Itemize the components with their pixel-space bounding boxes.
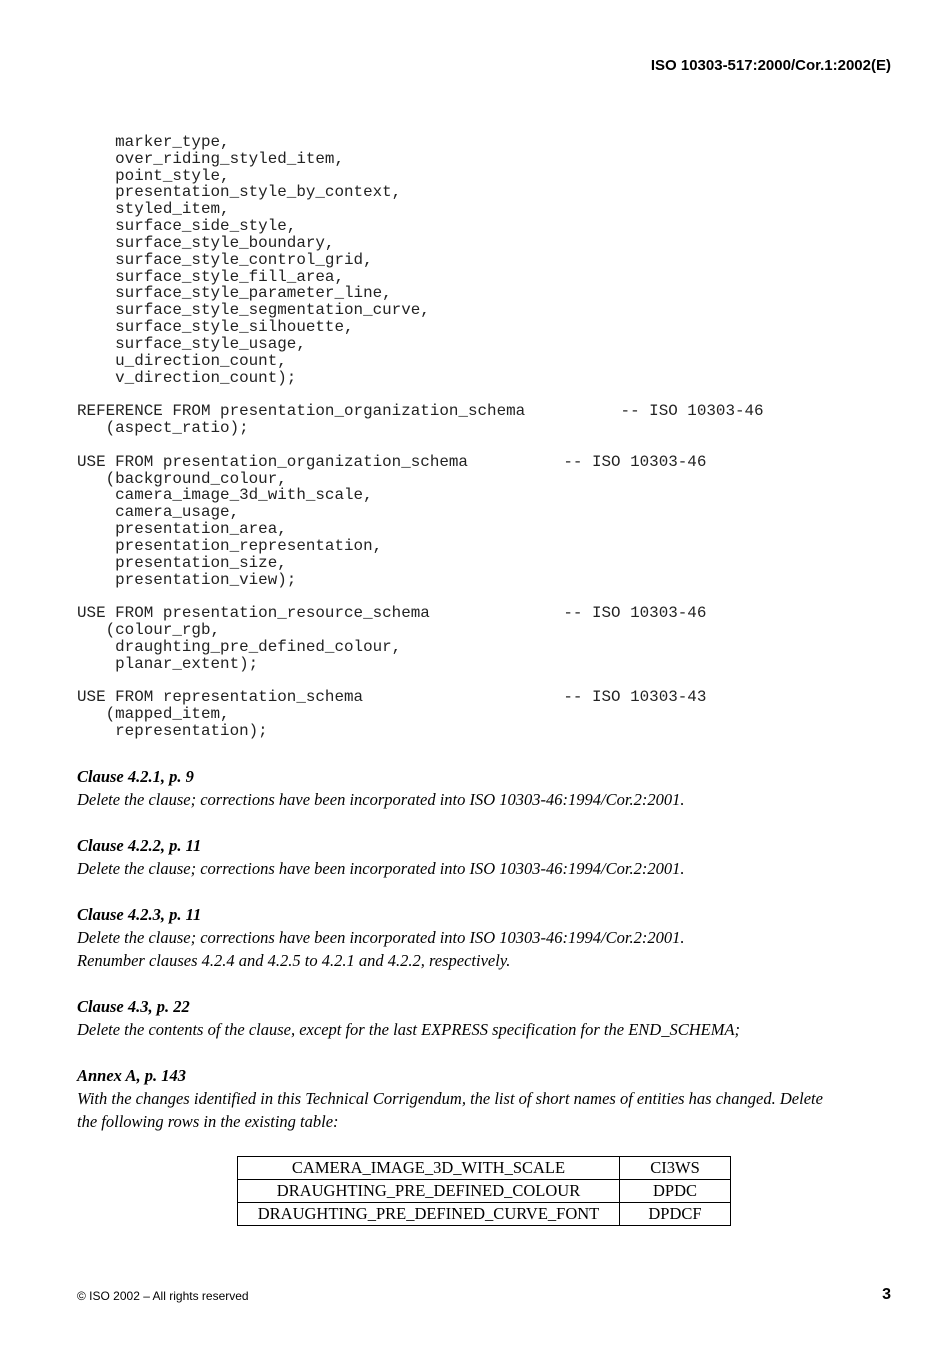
code-line	[77, 386, 764, 403]
code-line: (background_colour,	[77, 469, 287, 488]
clause-heading: Annex A, p. 143	[77, 1066, 186, 1085]
code-line: over_riding_styled_item,	[77, 149, 345, 168]
short-names-table	[237, 1156, 731, 1226]
code-line: presentation_view);	[77, 570, 297, 589]
code-line: surface_side_style,	[77, 217, 297, 236]
code-line: planar_extent);	[77, 654, 259, 673]
code-line: styled_item,	[77, 200, 230, 219]
entity-name-cell: CAMERA_IMAGE_3D_WITH_SCALE	[238, 1157, 620, 1180]
clause-heading: Clause 4.2.2, p. 11	[77, 836, 202, 855]
clause-text: Delete the clause; corrections have been incorporated into ISO 10303-46:1994/Cor.2:2001.	[77, 859, 685, 878]
code-line	[77, 673, 764, 690]
code-line: draughting_pre_defined_colour,	[77, 637, 402, 656]
clause-section	[77, 903, 897, 972]
code-line: presentation_size,	[77, 553, 287, 572]
clause-heading: Clause 4.2.1, p. 9	[77, 767, 194, 786]
clause-text: Delete the contents of the clause, except for the last EXPRESS specification for the END_SCHEMA;	[77, 1020, 741, 1039]
clause-text: the following rows in the existing table:	[77, 1112, 339, 1131]
clause-section	[77, 765, 897, 811]
code-line: presentation_style_by_context,	[77, 183, 402, 202]
code-line: USE FROM presentation_organization_schema -- ISO 10303-46	[77, 452, 707, 471]
clause-section	[77, 995, 897, 1041]
clause-text: Delete the clause; corrections have been incorporated into ISO 10303-46:1994/Cor.2:2001.	[77, 928, 685, 947]
clause-section	[77, 1064, 897, 1133]
code-line: USE FROM representation_schema -- ISO 10303-43	[77, 688, 707, 707]
code-line: surface_style_boundary,	[77, 233, 335, 252]
code-line: surface_style_silhouette,	[77, 318, 354, 337]
entity-name-cell: DRAUGHTING_PRE_DEFINED_CURVE_FONT	[238, 1203, 620, 1226]
page-number: 3	[882, 1286, 891, 1303]
short-name-cell: DPDCF	[620, 1203, 731, 1226]
code-line: surface_style_parameter_line,	[77, 284, 392, 303]
short-name-cell: CI3WS	[620, 1157, 731, 1180]
express-code-block	[77, 134, 764, 740]
code-line	[77, 588, 764, 605]
code-line: camera_usage,	[77, 503, 240, 522]
code-line: USE FROM presentation_resource_schema -- ISO 10303-46	[77, 604, 707, 623]
code-line: surface_style_usage,	[77, 334, 306, 353]
short-name-cell: DPDC	[620, 1180, 731, 1203]
code-line: marker_type,	[77, 133, 230, 151]
table-row	[238, 1203, 731, 1226]
code-line: presentation_representation,	[77, 536, 383, 555]
entity-name-cell: DRAUGHTING_PRE_DEFINED_COLOUR	[238, 1180, 620, 1203]
clause-heading: Clause 4.3, p. 22	[77, 997, 190, 1016]
code-line: point_style,	[77, 166, 230, 185]
code-line: presentation_area,	[77, 520, 287, 539]
table-row	[238, 1157, 731, 1180]
table-row	[238, 1180, 731, 1203]
clause-section	[77, 834, 897, 880]
code-line: (mapped_item,	[77, 705, 230, 724]
clause-text: With the changes identified in this Technical Corrigendum, the list of short names of entities has changed. Delete	[77, 1089, 823, 1108]
code-line: (aspect_ratio);	[77, 419, 249, 438]
code-line: surface_style_fill_area,	[77, 267, 345, 286]
code-line: camera_image_3d_with_scale,	[77, 486, 373, 505]
code-line: u_direction_count,	[77, 351, 287, 370]
copyright-footer: © ISO 2002 – All rights reserved	[77, 1289, 249, 1303]
code-line: representation);	[77, 721, 268, 740]
clause-heading: Clause 4.2.3, p. 11	[77, 905, 202, 924]
clause-text: Renumber clauses 4.2.4 and 4.2.5 to 4.2.1 and 4.2.2, respectively.	[77, 951, 511, 970]
clause-text: Delete the clause; corrections have been incorporated into ISO 10303-46:1994/Cor.2:2001.	[77, 790, 685, 809]
document-header: ISO 10303-517:2000/Cor.1:2002(E)	[650, 57, 891, 74]
code-line: (colour_rgb,	[77, 621, 221, 640]
code-line: REFERENCE FROM presentation_organization_schema -- ISO 10303-46	[77, 402, 764, 421]
code-line: surface_style_control_grid,	[77, 250, 373, 269]
code-line: v_direction_count);	[77, 368, 297, 387]
code-line	[77, 437, 764, 454]
code-line: surface_style_segmentation_curve,	[77, 301, 430, 320]
